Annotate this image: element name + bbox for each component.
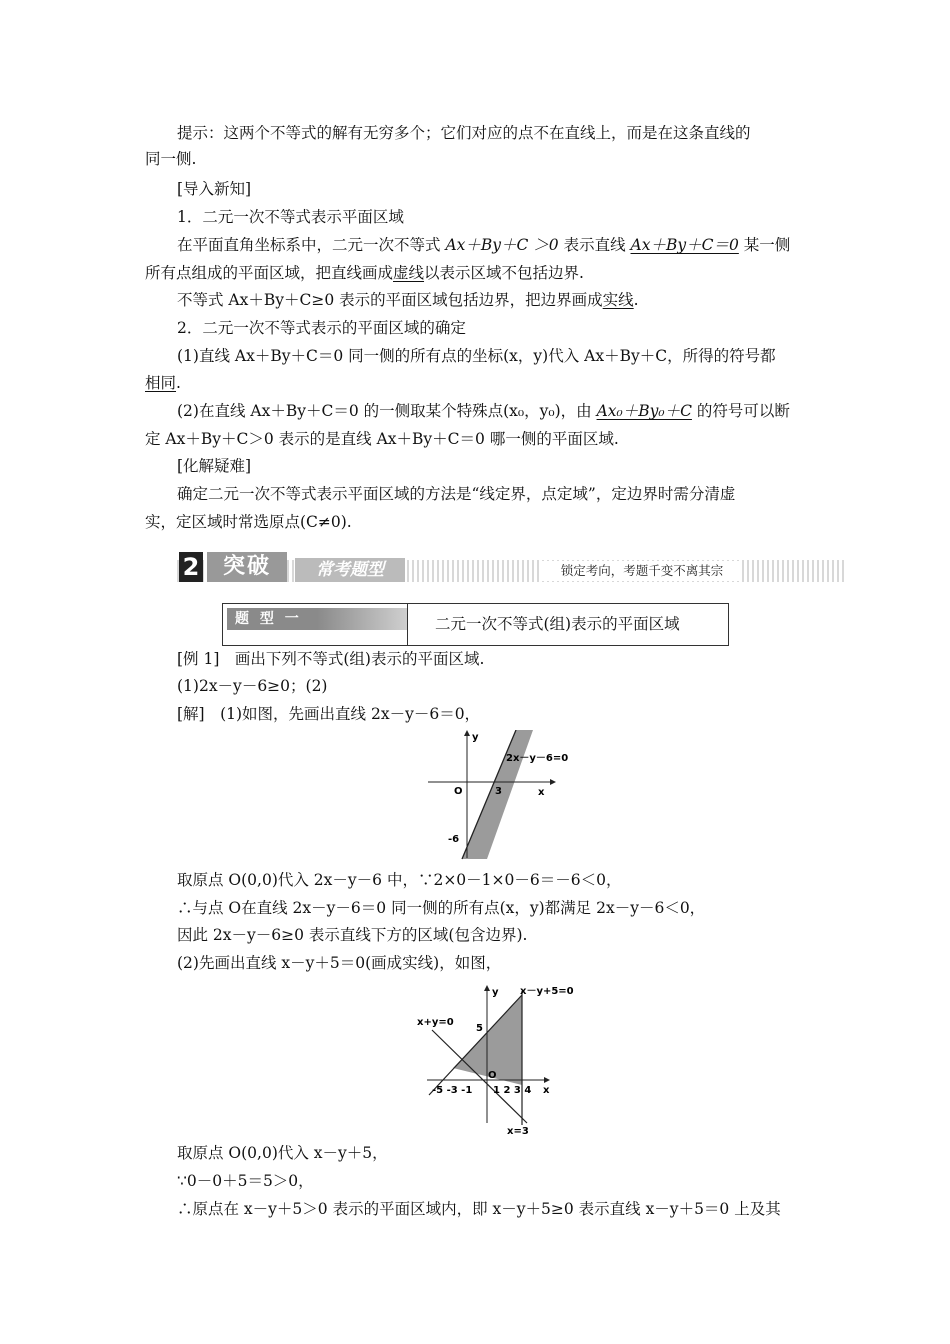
figure-1-x-tick: 3	[495, 786, 502, 797]
figure-1-x-label: x	[538, 787, 545, 798]
solution-1-line-2: ∴与点 O在直线 2x－y－6＝0 同一侧的所有点(x，y)都满足 2x－y－6＜0，	[177, 899, 706, 917]
section-2-item-1-line-1: (1)直线 Ax＋By＋C＝0 同一侧的所有点的坐标(x，y)代入 Ax＋By＋C，所得的符号都	[177, 347, 776, 365]
solution-2-line-2: ∵0－0＋5＝5＞0，	[177, 1172, 314, 1190]
section-banner	[177, 548, 847, 588]
hint-line-1: 提示：这两个不等式的解有无穷多个；它们对应的点不在直线上，而是在这条直线的	[177, 124, 751, 142]
banner-number: 2	[179, 552, 203, 582]
figure-2-y-arrow	[484, 985, 490, 991]
figure-1-y-label: y	[472, 732, 479, 743]
example-heading: [例 1] 画出下列不等式(组)表示的平面区域.	[177, 650, 485, 668]
figure-2-y-tick: 5	[476, 1023, 483, 1034]
resolve-heading: [化解疑难]	[177, 457, 252, 475]
section-2-heading: 2．二元一次不等式表示的平面区域的确定	[177, 319, 466, 337]
solution-1-line-1: 取原点 O(0,0)代入 2x－y－6 中，∵2×0－1×0－6＝－6＜0，	[177, 871, 622, 889]
section-1-paragraph-line-1: 在平面直角坐标系中，二元一次不等式 Ax＋By＋C ＞0 表示直线 Ax＋By＋C＝0 某一侧	[177, 236, 791, 254]
figure-1-y-arrow	[464, 730, 470, 736]
figure-2-origin-label: O	[488, 1070, 497, 1081]
figure-1-origin-label: O	[454, 786, 463, 797]
figure-1-line-label: 2x－y－6=0	[506, 753, 569, 764]
section-2-item-2-line-2: 定 Ax＋By＋C＞0 表示的是直线 Ax＋By＋C＝0 哪一侧的平面区域.	[145, 430, 619, 448]
figure-2-y-label: y	[492, 987, 499, 998]
figure-2-line-1-label: x－y+5=0	[520, 986, 574, 997]
hint-line-2: 同一侧.	[145, 150, 197, 168]
section-1-heading: 1．二元一次不等式表示平面区域	[177, 208, 404, 226]
figure-1-graph	[420, 730, 570, 860]
example-question-1: (1)2x－y－6≥0；(2)	[177, 677, 328, 695]
solution-heading: [解] (1)如图，先画出直线 2x－y－6＝0，	[177, 705, 481, 723]
figure-2-x-ticks-left: -5 -3 -1	[432, 1085, 473, 1096]
figure-2-x-ticks-right: 1 2 3 4	[493, 1085, 532, 1096]
figure-1-y-tick: -6	[448, 834, 460, 845]
question-type-box	[222, 603, 729, 646]
solution-2-intro: (2)先画出直线 x－y＋5＝0(画成实线)，如图，	[177, 954, 502, 972]
figure-2-line-2-label: x+y=0	[417, 1017, 454, 1028]
banner-title: 突破	[207, 552, 287, 582]
figure-2-x-label: x	[543, 1085, 550, 1096]
intro-heading: [导入新知]	[177, 180, 252, 198]
solution-1-line-3: 因此 2x－y－6≥0 表示直线下方的区域(包含边界).	[177, 926, 528, 944]
resolve-line-1: 确定二元一次不等式表示平面区域的方法是“线定界，点定域”，定边界时需分清虚	[177, 485, 736, 503]
banner-subtitle: 常考题型	[295, 558, 405, 582]
figure-2-x-arrow	[544, 1077, 550, 1083]
figure-2-line-3-label: x=3	[507, 1126, 529, 1137]
section-2-item-2-line-1: (2)在直线 Ax＋By＋C＝0 的一侧取某个特殊点(x₀，y₀)，由 Ax₀＋By₀＋C 的符号可以断	[177, 402, 790, 420]
section-1-paragraph-line-3: 不等式 Ax＋By＋C≥0 表示的平面区域包括边界，把边界画成实线.	[177, 291, 639, 309]
solution-2-line-3: ∴原点在 x－y＋5＞0 表示的平面区域内，即 x－y＋5≥0 表示直线 x－y＋5＝0 上及其	[177, 1200, 781, 1218]
resolve-line-2: 实，定区域时常选原点(C≠0).	[145, 513, 352, 531]
section-1-paragraph-line-2: 所有点组成的平面区域，把直线画成虚线以表示区域不包括边界.	[145, 264, 584, 282]
figure-2-graph	[412, 983, 587, 1138]
figure-1-x-arrow	[550, 779, 556, 785]
question-type-title: 二元一次不等式(组)表示的平面区域	[435, 615, 680, 633]
section-2-item-1-line-2: 相同.	[145, 374, 181, 392]
question-type-tag: 题 型 一	[227, 608, 407, 630]
type-box-divider	[407, 604, 408, 645]
solution-2-line-1: 取原点 O(0,0)代入 x－y＋5，	[177, 1144, 388, 1162]
banner-slogan: 锁定考向，考题千变不离其宗	[542, 561, 742, 581]
